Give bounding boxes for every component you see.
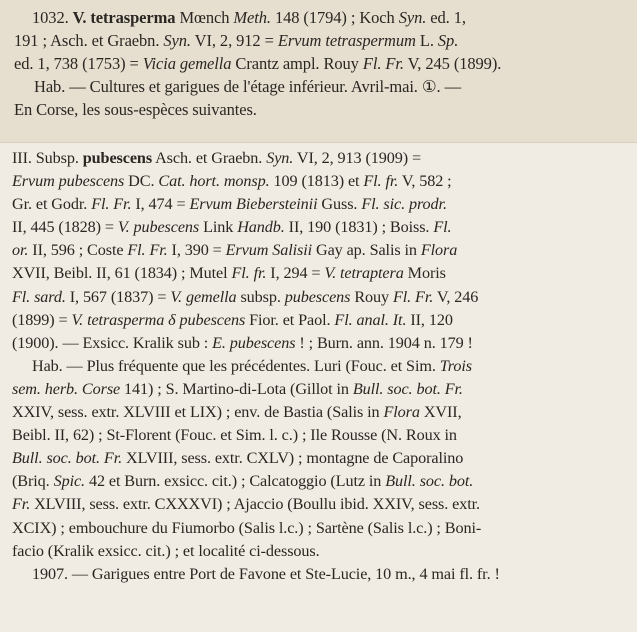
text-run: Hab. — Plus fréquente que les précédentes. Luri (Fouc. et Sim. — [32, 356, 440, 375]
text-line — [12, 216, 629, 239]
habitat-lines — [12, 355, 629, 586]
text-run: Asch. et Graebn. — [152, 149, 267, 167]
italic-citation: Fl. Fr. — [362, 54, 404, 74]
italic-citation: Fl. Fr. — [392, 287, 434, 306]
text-line — [12, 193, 629, 216]
text-run: 1907. — Garigues entre Port de Favone et Ste-Lucie, 10 m., 4 mai fl. fr. ! — [32, 564, 500, 583]
text-run: DC. — [124, 172, 159, 191]
text-run: V, 245 (1899). — [403, 54, 502, 74]
text-run: I, 474 = — [131, 195, 190, 214]
italic-citation: Fl. sic. prodr. — [361, 195, 447, 214]
text-run: Rouy — [350, 287, 393, 306]
text-line — [12, 262, 629, 285]
italic-citation: Fl. anal. It. — [334, 310, 407, 329]
text-run: Beibl. II, 62) ; St-Florent (Fouc. et Sim. l. c.) ; Ile Rousse (N. Roux in — [12, 426, 457, 445]
text-run: XVII, Beibl. II, 61 (1834) ; Mutel — [12, 264, 232, 283]
text-line — [12, 355, 629, 378]
text-line — [12, 447, 629, 470]
text-run: L. — [415, 31, 438, 51]
text-run: Link — [199, 218, 238, 237]
text-line — [12, 401, 629, 424]
text-line — [12, 540, 629, 563]
italic-citation: Fl. fr. — [231, 264, 267, 283]
text-run: XXIV, sess. extr. XLVIII et LIX) ; env. de Bastia (Salis in — [12, 403, 384, 422]
italic-citation: Fr. — [12, 495, 31, 514]
text-line — [12, 309, 629, 332]
italic-citation: Syn. — [163, 31, 191, 51]
italic-citation: Handb. — [237, 218, 285, 237]
species-entry-lines — [14, 6, 631, 121]
text-line — [12, 332, 629, 355]
taxon-name: V. tetrasperma — [72, 8, 176, 27]
italic-citation: Syn. — [266, 149, 294, 167]
text-run: Fior. et Paol. — [245, 310, 335, 329]
text-run: VI, 2, 913 (1909) = — [293, 149, 422, 167]
italic-citation: Meth. — [233, 8, 271, 27]
italic-citation: Ervum Salisii — [225, 241, 313, 260]
synonymy-lines — [12, 147, 629, 355]
text-run: II, 190 (1831) ; Boiss. — [284, 218, 434, 237]
text-line — [12, 378, 629, 401]
italic-citation: Flora — [420, 241, 458, 260]
text-line — [12, 493, 629, 516]
italic-citation: pubescens — [284, 287, 351, 306]
text-run: 109 (1813) et — [269, 172, 364, 191]
text-line — [14, 29, 631, 52]
text-line — [12, 170, 629, 193]
italic-citation: E. pubescens — [212, 333, 296, 352]
text-run: (1900). — Exsicc. Kralik sub : — [12, 333, 213, 352]
text-run: ed. 1, — [426, 8, 466, 27]
text-run: III. Subsp. — [12, 149, 83, 167]
italic-citation: Fl. sard. — [12, 287, 66, 306]
text-run: II, 596 ; Coste — [28, 241, 128, 260]
text-run: facio (Kralik exsicc. cit.) ; et localité ci-dessous. — [12, 541, 320, 560]
italic-citation: Cat. hort. monsp. — [158, 172, 270, 191]
text-run: XLVIII, sess. extr. CXLV) ; montagne de Caporalino — [122, 449, 464, 468]
italic-citation: Fl. — [433, 218, 452, 237]
italic-citation: Ervum pubescens — [12, 172, 125, 191]
text-run: 1032. — [32, 8, 73, 27]
text-run: V, 582 ; — [398, 172, 452, 191]
text-run: Gr. et Godr. — [12, 195, 92, 214]
text-line — [14, 6, 631, 29]
italic-citation: Fl. Fr. — [127, 241, 168, 260]
italic-citation: or. — [12, 241, 29, 260]
text-line — [12, 239, 629, 262]
text-line — [14, 98, 631, 121]
text-run: ed. 1, 738 (1753) = — [14, 54, 143, 74]
italic-citation: V. pubescens — [117, 218, 200, 237]
italic-citation: V. tetraptera — [324, 264, 404, 283]
text-line — [12, 424, 629, 447]
text-line — [12, 147, 629, 170]
text-run: (Briq. — [12, 472, 54, 491]
italic-citation: Spic. — [53, 472, 85, 491]
text-run: Hab. — Cultures et garigues de l'étage inférieur. Avril-mai. ①. — — [34, 77, 462, 97]
italic-citation: Flora — [383, 403, 420, 422]
text-run: V, 246 — [433, 287, 479, 306]
text-run: 148 (1794) ; Koch — [270, 8, 399, 27]
text-run: 42 et Burn. exsicc. cit.) ; Calcatoggio (Lutz in — [85, 472, 386, 491]
italic-citation: Fl. Fr. — [91, 195, 132, 214]
text-run: II, 120 — [406, 310, 453, 329]
text-line — [14, 75, 631, 98]
italic-citation: Ervum tetraspermum — [277, 31, 416, 51]
text-run: VI, 2, 912 = — [190, 31, 278, 51]
text-line — [12, 517, 629, 540]
text-run: En Corse, les sous-espèces suivantes. — [14, 100, 257, 120]
text-line — [12, 286, 629, 309]
italic-citation: Ervum Biebersteinii — [189, 195, 318, 214]
text-run: subsp. — [236, 287, 285, 306]
text-run: ! ; Burn. ann. 1904 n. 179 ! — [295, 333, 473, 352]
text-line — [12, 563, 629, 586]
italic-citation: Bull. soc. bot. Fr. — [352, 379, 463, 398]
italic-citation: Sp. — [437, 31, 459, 51]
text-run: 141) ; S. Martino-di-Lota (Gillot in — [120, 379, 353, 398]
text-run: Mœnch — [175, 8, 234, 27]
text-run: XVII, — [419, 403, 462, 422]
text-run: I, 390 = — [167, 241, 226, 260]
italic-citation: V. tetrasperma δ pubescens — [71, 310, 246, 329]
italic-citation: Vicia gemella — [142, 54, 232, 74]
italic-citation: V. gemella — [170, 287, 237, 306]
text-run: II, 445 (1828) = — [12, 218, 118, 237]
italic-citation: Fl. fr. — [363, 172, 399, 191]
text-run: Moris — [403, 264, 446, 283]
text-run: XLVIII, sess. extr. CXXXVI) ; Ajaccio (Boullu ibid. XXIV, sess. extr. — [30, 495, 480, 514]
text-run: I, 567 (1837) = — [65, 287, 171, 306]
text-run: I, 294 = — [266, 264, 325, 283]
species-entry-1032 — [0, 0, 637, 142]
text-run: Guss. — [317, 195, 362, 214]
italic-citation: Bull. soc. bot. Fr. — [12, 449, 123, 468]
text-run: 191 ; Asch. et Graebn. — [14, 31, 164, 51]
text-run: (1899) = — [12, 310, 72, 329]
text-line — [14, 52, 631, 75]
italic-citation: Syn. — [398, 8, 427, 27]
subspecies-pubescens-entry — [0, 142, 637, 632]
text-run: Gay ap. Salis in — [312, 241, 421, 260]
italic-citation: Bull. soc. bot. — [385, 472, 474, 491]
text-run: XCIX) ; embouchure du Fiumorbo (Salis l.c.) ; Sartène (Salis l.c.) ; Boni- — [12, 518, 482, 537]
text-run: Crantz ampl. Rouy — [231, 54, 363, 74]
text-line — [12, 470, 629, 493]
taxon-name: pubescens — [82, 149, 153, 167]
italic-citation: Trois — [439, 356, 472, 375]
italic-citation: sem. herb. Corse — [12, 379, 121, 398]
